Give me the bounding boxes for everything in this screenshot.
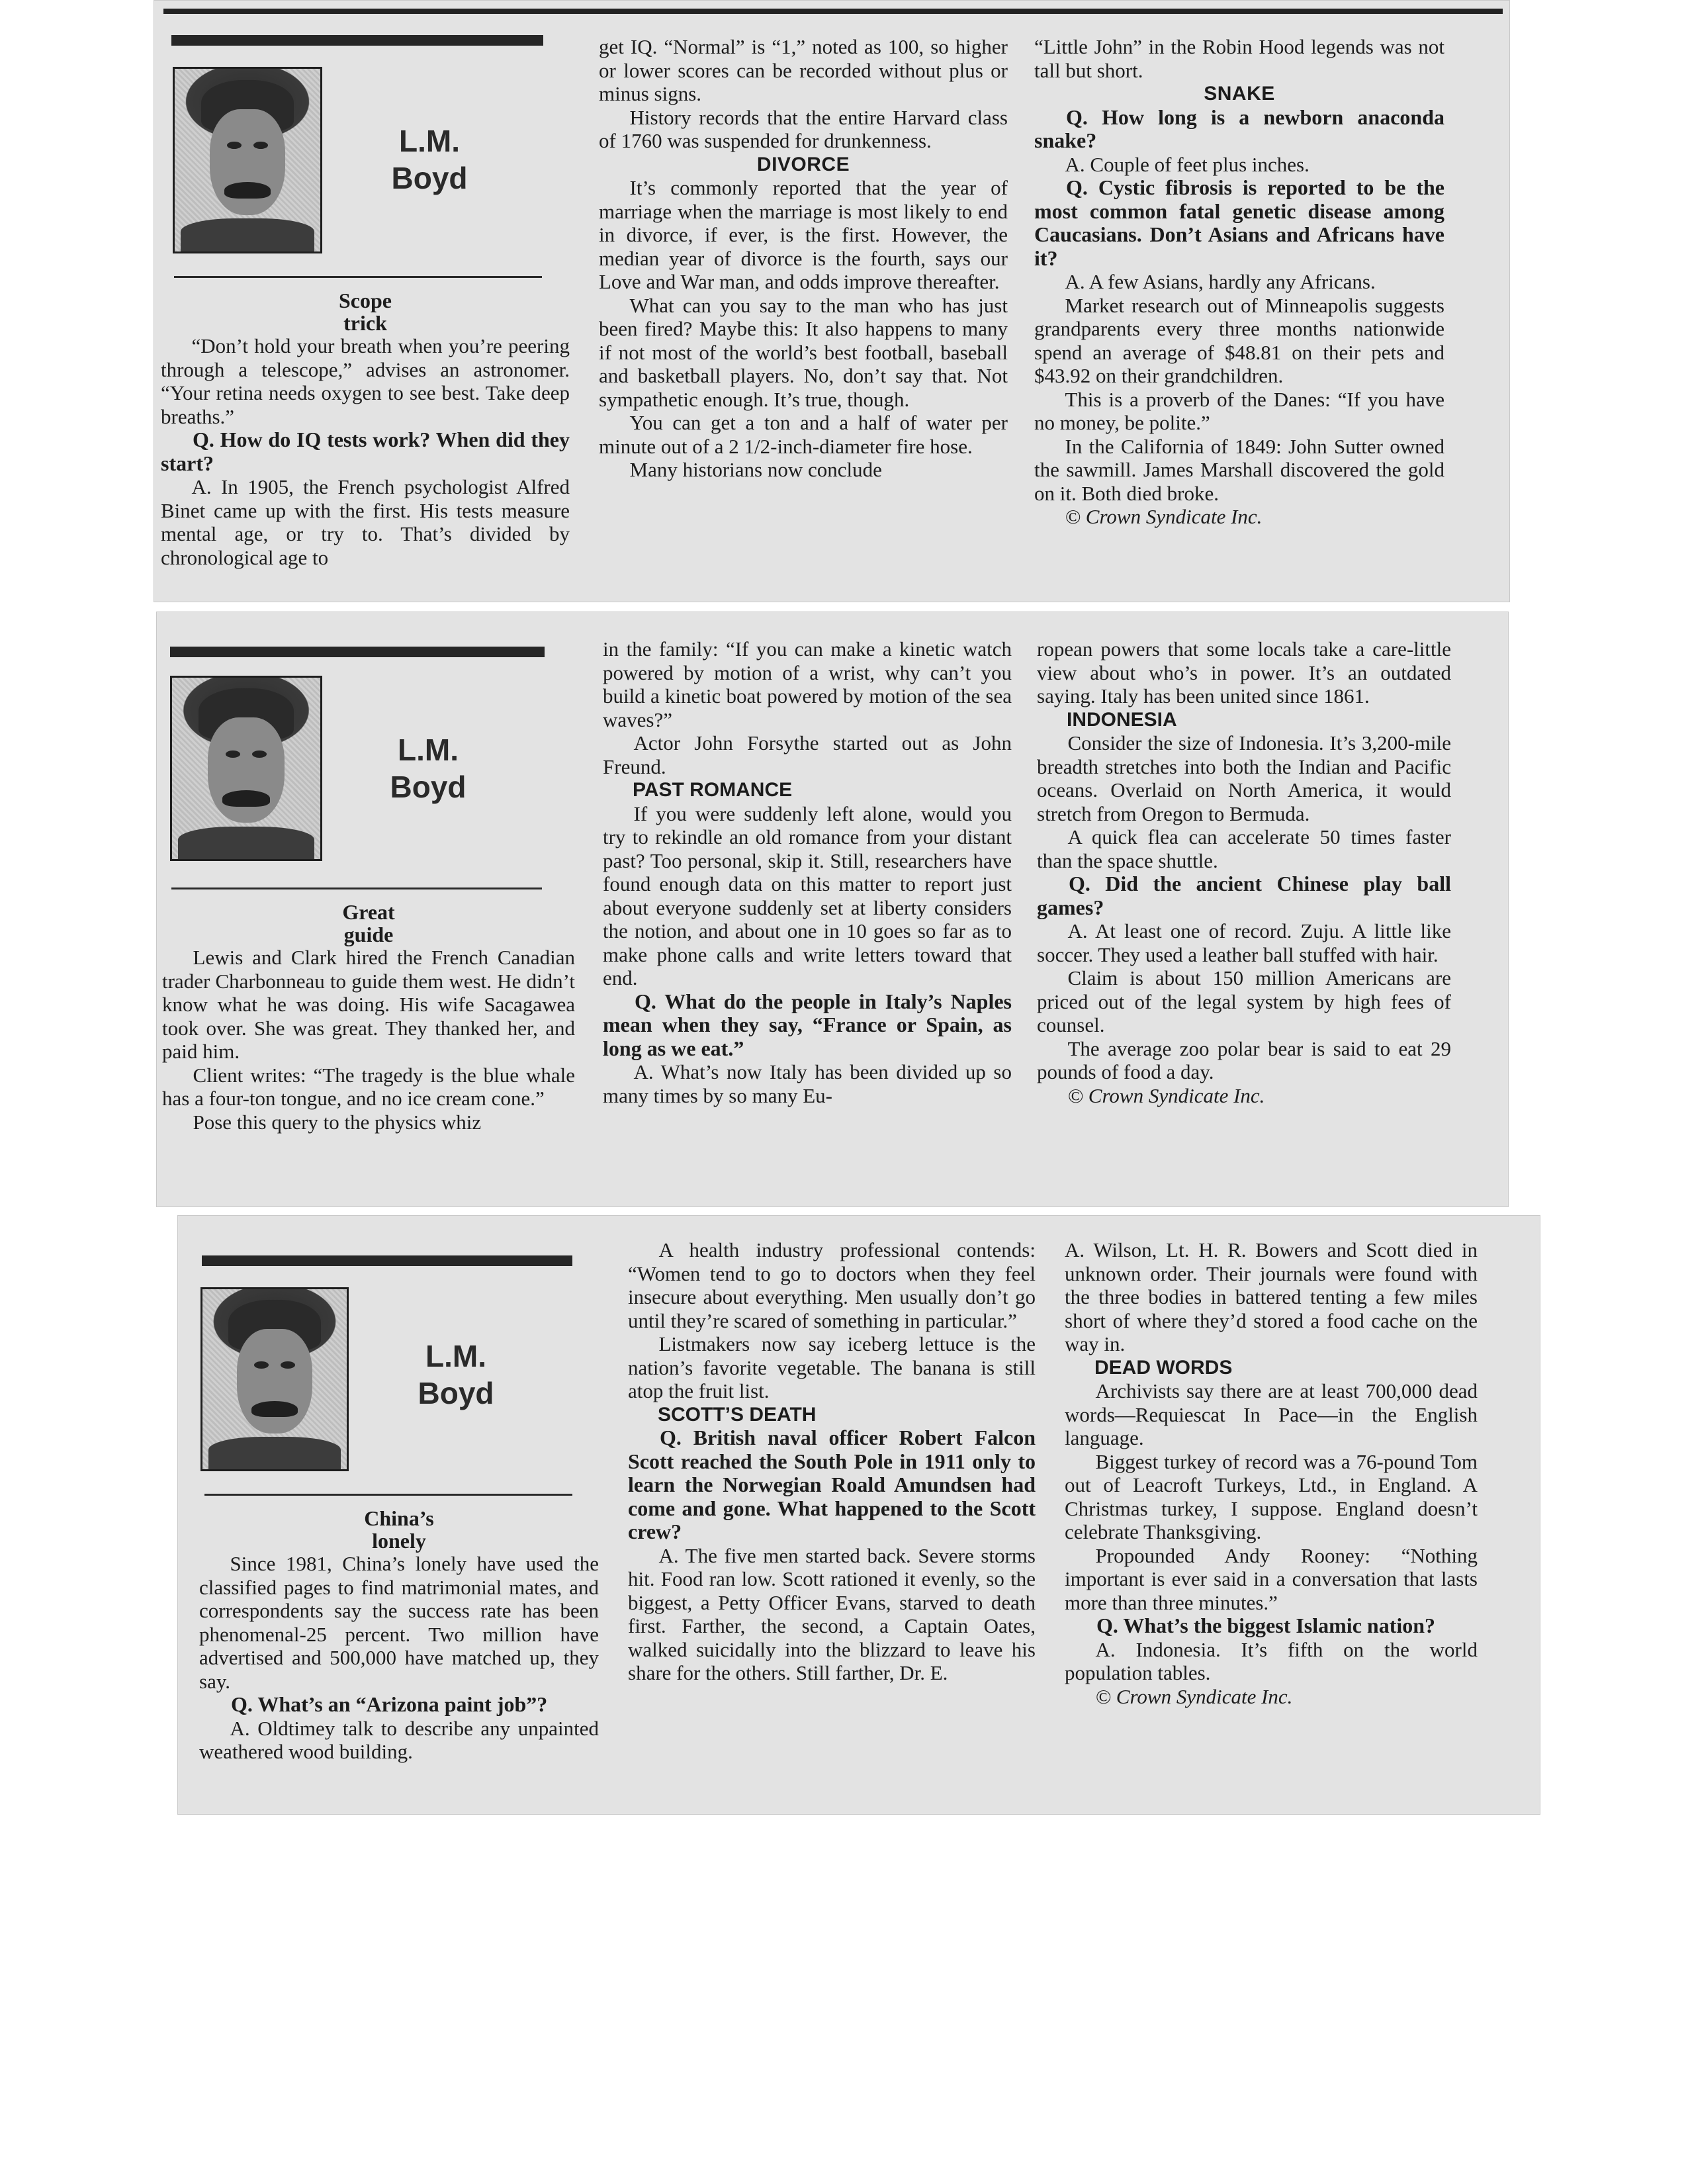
column-1 (199, 1507, 599, 1764)
column-3 (1037, 637, 1451, 1107)
story-title-line2: trick (343, 311, 387, 335)
story-title (199, 1507, 599, 1552)
paragraph: A. Wilson, Lt. H. R. Bowers and Scott died in unknown order. Their journals were found with the three bodies in battered tenting a few miles short of where they’d stored a food cache on the way in. (1065, 1238, 1478, 1355)
paragraph: It’s commonly reported that the year of marriage when the marriage is most likely to end in divorce, if ever, is the first. However, the median year of divorce is the fourth, says our Love and War man, and odds improve thereafter. (599, 176, 1008, 293)
byline-line1: L.M. (399, 124, 460, 158)
byline-line1: L.M. (425, 1339, 486, 1373)
paragraph: In the California of 1849: John Sutter owned the sawmill. James Marshall discovered the gold on it. Both died broke. (1034, 434, 1444, 505)
paragraph: Market research out of Minneapolis suggests grandparents every three months nationwide spend an average of $48.81 on their pets and $43.92 on their grandchildren. (1034, 293, 1444, 387)
paragraph: This is a proverb of the Danes: “If you have no money, be polite.” (1034, 387, 1444, 434)
paragraph: Many historians now conclude (629, 458, 882, 481)
paragraph: Consider the size of Indonesia. It’s 3,200-mile breadth stretches into both the Indian and Pacific oceans. Overlaid on North America, it would stretch from Oregon to Bermuda. (1037, 731, 1451, 825)
paragraph: A. Indonesia. It’s fifth on the world population tables. (1065, 1637, 1478, 1684)
column-2 (628, 1238, 1036, 1685)
paragraph: get IQ. “Normal” is “1,” noted as 100, so higher or lower scores can be recorded without plus or minus signs. (599, 35, 1008, 105)
byline-line1: L.M. (398, 733, 459, 767)
paragraph: Archivists say there are at least 700,000 dead words—Requiescat In Pace—in the English language. (1065, 1379, 1478, 1449)
story-title-line1: Great (342, 900, 395, 924)
paragraph: ropean powers that some locals take a care-little view about who’s in power. It’s an outdated saying. Italy has been united since 1861. (1037, 637, 1451, 707)
column-3 (1065, 1238, 1478, 1708)
byline-line2: Boyd (418, 1376, 494, 1410)
paragraph: Client writes: “The tragedy is the blue whale has a four-ton tongue, and no ice cream cone.” (162, 1063, 575, 1110)
question: Q. What do the people in Italy’s Naples mean when they say, “France or Spain, as long as we eat.” (603, 989, 1012, 1060)
paragraph: in the family: “If you can make a kinetic watch powered by motion of a wrist, why can’t you build a kinetic boat powered by motion of the sea waves?” (603, 637, 1012, 731)
section-heading: SNAKE (1204, 83, 1275, 105)
section-heading: INDONESIA (1067, 708, 1177, 731)
byline-rule (171, 887, 542, 889)
clipping-2 (156, 612, 1509, 1207)
question: Q. Did the ancient Chinese play ball games? (1037, 872, 1451, 919)
copyright-credit: © Crown Syndicate Inc. (1067, 1083, 1265, 1107)
story-title (162, 901, 575, 946)
paragraph: Claim is about 150 million Americans are priced out of the legal system by high fees of counsel. (1037, 966, 1451, 1036)
paragraph: A. Oldtimey talk to describe any unpainted weathered wood building. (199, 1716, 599, 1763)
paragraph: A. The five men started back. Severe storms hit. Food ran low. Scott rationed it evenly, so the biggest, a Petty Officer Evans, starved to death first. Farther, the second, a Captain Oates, walked suicidally into the blizzard to leave his share for the others. Still farther, Dr. E. (628, 1543, 1036, 1684)
question: Q. What’s an “Arizona paint job”? (231, 1692, 548, 1716)
question: Q. How long is a newborn anaconda snake? (1034, 105, 1444, 152)
question: Q. How do IQ tests work? When did they start? (161, 428, 570, 475)
header-bar (202, 1255, 572, 1266)
header-bar (171, 35, 543, 46)
byline (370, 1338, 542, 1412)
byline (342, 731, 514, 805)
paragraph: If you were suddenly left alone, would you try to rekindle an old romance from your distant past? Too personal, skip it. Still, researchers have found enough data on this matter to report just about everyone suddenly set at liberty considers the notion, and about one in 10 goes so far as to make phone calls and write letters toward that end. (603, 801, 1012, 989)
story-title-line1: Scope (339, 289, 392, 312)
story-title-line1: China’s (364, 1506, 434, 1530)
column-2 (599, 35, 1008, 482)
paragraph: Listmakers now say iceberg lettuce is the nation’s favorite vegetable. The banana is still atop the fruit list. (628, 1332, 1036, 1402)
paragraph: Propounded Andy Rooney: “Nothing important is ever said in a conversation that lasts more than three minutes.” (1065, 1543, 1478, 1614)
paragraph: Actor John Forsythe started out as John Freund. (603, 731, 1012, 778)
question: Q. Cystic fibrosis is reported to be the most common fatal genetic disease among Caucasians. Don’t Asians and Africans have it? (1034, 175, 1444, 270)
paragraph: You can get a ton and a half of water per minute out of a 2 1/2-inch-diameter fire hose. (599, 411, 1008, 458)
author-portrait (170, 676, 322, 861)
byline-line2: Boyd (390, 770, 466, 804)
paragraph: Since 1981, China’s lonely have used the classified pages to find matrimonial mates, and correspondents say the success rate has been phenomenal-25 percent. Two million have advertised and 500,000 have matched up, they say. (199, 1552, 599, 1693)
story-title-line2: guide (343, 923, 394, 946)
author-portrait (173, 67, 322, 253)
column-2 (603, 637, 1012, 1107)
section-heading: SCOTT’S DEATH (658, 1403, 817, 1426)
paragraph: Biggest turkey of record was a 76-pound Tom out of Leacroft Turkeys, Ltd., in England. A Christmas turkey, I suppose. England doesn’t celebrate Thanksgiving. (1065, 1449, 1478, 1543)
paragraph: The average zoo polar bear is said to eat 29 pounds of food a day. (1037, 1036, 1451, 1083)
story-title-line2: lonely (372, 1529, 426, 1553)
paragraph: A. In 1905, the French psychologist Alfred Binet came up with the first. His tests measure mental age, or try to. That’s divided by chronological age to (161, 475, 570, 569)
section-heading: DEAD WORDS (1094, 1356, 1233, 1379)
paragraph: “Don’t hold your breath when you’re peering through a telescope,” advises an astronomer. “Your retina needs oxygen to see best. Take deep breaths.” (161, 334, 570, 428)
byline-rule (204, 1494, 572, 1496)
paragraph: What can you say to the man who has just been fired? Maybe this: It also happens to many if not most of the world’s best football, baseball and basketball players. No, don’t say that. Not sympathetic enough. It’s true, though. (599, 293, 1008, 411)
question: Q. What’s the biggest Islamic nation? (1096, 1614, 1436, 1637)
paragraph: Lewis and Clark hired the French Canadian trader Charbonneau to guide them west. He didn’t know what he was doing. His wife Sacagawea took over. She was great. They thanked her, and paid him. (162, 946, 575, 1063)
header-bar (170, 647, 545, 657)
clipping-3 (177, 1215, 1540, 1815)
paragraph: A. Couple of feet plus inches. (1065, 152, 1309, 176)
clipping-1 (154, 0, 1510, 602)
paragraph: Pose this query to the physics whiz (193, 1110, 482, 1134)
paragraph: A. A few Asians, hardly any Africans. (1065, 270, 1376, 293)
column-1 (162, 901, 575, 1134)
column-1 (161, 289, 570, 569)
section-heading: PAST ROMANCE (633, 779, 793, 801)
section-heading: DIVORCE (756, 153, 850, 175)
copyright-credit: © Crown Syndicate Inc. (1095, 1684, 1293, 1708)
story-title (161, 289, 570, 334)
paragraph: A. What’s now Italy has been divided up so many times by so many Eu- (603, 1060, 1012, 1107)
copyright-credit: © Crown Syndicate Inc. (1065, 505, 1263, 528)
paragraph: A health industry professional contends: “Women tend to go to doctors when they feel insecure about everything. Men usually don’t go until they’re scared of something in particular.” (628, 1238, 1036, 1332)
byline-line2: Boyd (391, 161, 468, 195)
column-3 (1034, 35, 1444, 529)
top-rule (163, 9, 1503, 14)
byline (343, 122, 515, 197)
paragraph: A quick flea can accelerate 50 times faster than the space shuttle. (1037, 825, 1451, 872)
paragraph: A. At least one of record. Zuju. A little like soccer. They used a leather ball stuffed with hair. (1037, 919, 1451, 966)
byline-rule (174, 276, 542, 278)
paragraph: “Little John” in the Robin Hood legends was not tall but short. (1034, 35, 1444, 82)
paragraph: History records that the entire Harvard class of 1760 was suspended for drunkenness. (599, 105, 1008, 152)
question: Q. British naval officer Robert Falcon Scott reached the South Pole in 1911 only to learn the Norwegian Roald Amundsen had come and gone. What happened to the Scott crew? (628, 1426, 1036, 1543)
author-portrait (200, 1287, 349, 1471)
